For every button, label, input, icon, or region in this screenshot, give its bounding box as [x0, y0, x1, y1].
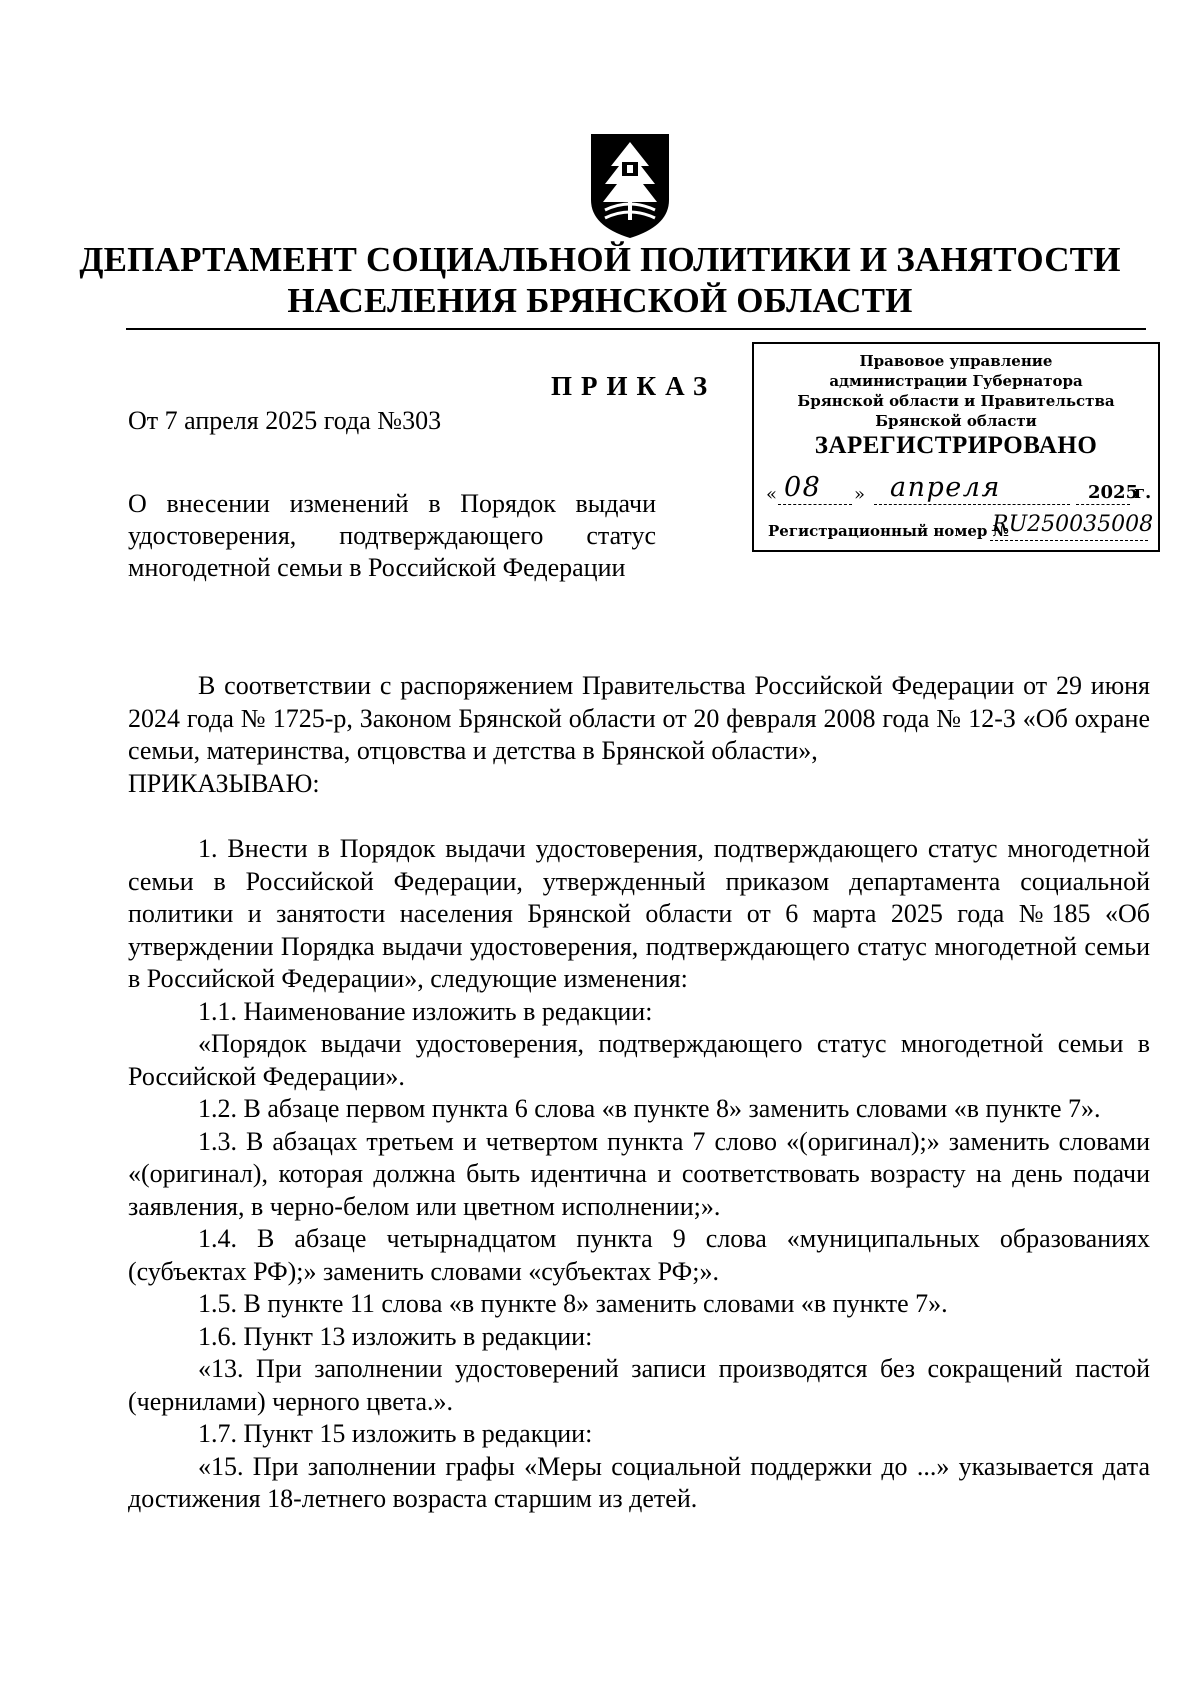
- order-subject: О внесении изменений в Порядок выдачи удостоверения, подтверждающего статус многодетной семьи в Российской Федерации: [128, 489, 656, 582]
- stamp-date-row: [766, 474, 1152, 508]
- department-name-line2: НАСЕЛЕНИЯ БРЯНСКОЙ ОБЛАСТИ: [287, 281, 913, 320]
- item-1-4: 1.4. В абзаце четырнадцатом пункта 9 слова «муниципальных образованиях (субъектах РФ);» заменить словами «субъектах РФ;».: [128, 1224, 1150, 1286]
- order-date-number: От 7 апреля 2025 года №303: [128, 406, 442, 435]
- item-1-1: 1.1. Наименование изложить в редакции:: [198, 996, 653, 1026]
- stamp-month-underline: [874, 504, 1070, 505]
- preamble-paragraph: В соответствии с распоряжением Правительства Российской Федерации от 29 июня 2024 года № 1725-р, Законом Брянской области от 20 февраля 2008 года № 12-З «Об охране семьи, материнства, отцовства и детства в Брянской области»,: [128, 671, 1150, 765]
- registration-stamp: [752, 342, 1160, 552]
- stamp-org-line2: администрации Губернатора: [829, 372, 1083, 390]
- item-1: 1. Внести в Порядок выдачи удостоверения, подтверждающего статус многодетной семьи в Российской Федерации, утвержденный приказом департамента социальной политики и занятости населения Брянской области от 6 марта 2025 года №185 «Об утверждении Порядка выдачи удостоверения, подтверждающего статус многодетной семьи в Российской Федерации», следующие изменения:: [128, 834, 1150, 993]
- item-1-2: 1.2. В абзаце первом пункта 6 слова «в пункте 8» заменить словами «в пункте 7».: [198, 1094, 1101, 1123]
- item-1-3: 1.3. В абзацах третьем и четвертом пункта 7 слово «(оригинал);» заменить словами «(оригинал), которая должна быть идентична и соответствовать возрасту на день подачи заявления, в черно-белом или цветном исполнении;».: [128, 1126, 1150, 1221]
- order-title: ПРИКАЗ: [551, 371, 717, 401]
- stamp-day: 08: [784, 472, 822, 503]
- stamp-year-underline: [1076, 504, 1130, 505]
- order-word: ПРИКАЗЫВАЮ:: [128, 768, 320, 798]
- stamp-month: апреля: [890, 472, 1001, 503]
- stamp-org-line3: Брянской области и Правительства: [797, 392, 1115, 410]
- header-divider: [126, 328, 1146, 330]
- stamp-regnum-underline: [990, 540, 1148, 541]
- department-name-line1: ДЕПАРТАМЕНТ СОЦИАЛЬНОЙ ПОЛИТИКИ И ЗАНЯТОСТИ: [79, 240, 1121, 279]
- item-1-1-text: «Порядок выдачи удостоверения, подтверждающего статус многодетной семьи в Российской Федерации».: [128, 1029, 1150, 1091]
- item-1-6-text: «13. При заполнении удостоверений записи производятся без сокращений пастой (чернилами) черного цвета.».: [128, 1354, 1150, 1416]
- bryansk-coat-of-arms-icon: [585, 128, 675, 240]
- stamp-year-suffix: г.: [1134, 482, 1152, 503]
- stamp-day-underline: [778, 504, 852, 505]
- stamp-reg-number: RU250035008: [992, 512, 1154, 537]
- item-1-7: 1.7. Пункт 15 изложить в редакции:: [198, 1419, 593, 1448]
- stamp-status: ЗАРЕГИСТРИРОВАНО: [814, 432, 1098, 459]
- stamp-org-line4: Брянской области: [875, 412, 1037, 430]
- item-1-7-text: «15. При заполнении графы «Меры социальной поддержки до ...» указывается дата достижения 18-летнего возраста старшим из детей.: [128, 1451, 1150, 1513]
- stamp-quote-open: «: [766, 484, 778, 505]
- item-1-6: 1.6. Пункт 13 изложить в редакции:: [198, 1321, 593, 1351]
- stamp-reg-label: Регистрационный номер №: [768, 522, 1009, 540]
- stamp-quote-close: »: [854, 484, 866, 505]
- item-1-5: 1.5. В пункте 11 слова «в пункте 8» заменить словами «в пункте 7».: [198, 1289, 948, 1318]
- stamp-year: 2025: [1088, 482, 1139, 503]
- stamp-org-line1: Правовое управление: [859, 352, 1053, 370]
- order-body: [128, 670, 1150, 1516]
